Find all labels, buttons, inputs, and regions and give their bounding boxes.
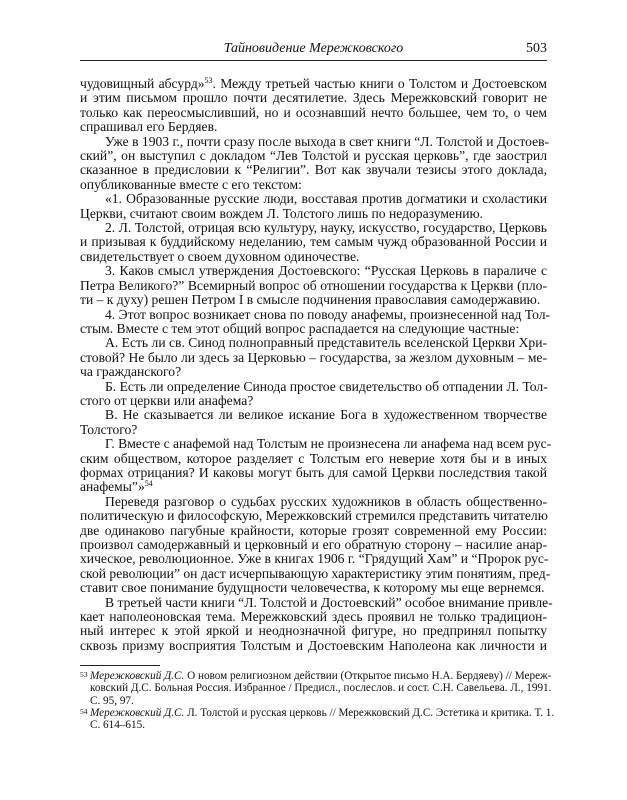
paragraph <box>80 493 551 596</box>
text-line: политическую и философскую, Мережковский стремился представить читателю <box>80 508 548 524</box>
text-line: Б. Есть ли определение Синода простое свидетельство об отпадении Л. Тол- <box>105 378 548 394</box>
text-line: хическое, революционное. Уже в книгах 1906 г. “Грядущий Хам” и “Пророк рус- <box>80 551 549 567</box>
text-line: А. Есть ли св. Синод полноправный представитель вселенской Церкви Хри- <box>105 335 547 351</box>
paragraph <box>80 221 547 264</box>
footnote-number: 53 <box>80 670 88 679</box>
paragraph <box>80 336 547 379</box>
text-segment: анафемы”» <box>80 479 145 495</box>
text-line: опубликованные вместе с его текстом: <box>80 176 302 192</box>
text-line: стого от церкви или анафема? <box>80 392 254 408</box>
text-line: свидетельствует о своем духовном одиночестве. <box>80 248 360 264</box>
text-line: ный интерес к этой яркой и неоднозначной фигуре, но предпринял попытку <box>80 623 547 639</box>
text-line: 2. Л. Толстой, отрицая всю культуру, науку, искусство, государство, Церковь <box>105 220 547 236</box>
footnote <box>80 670 552 707</box>
text-line: только как переосмысливший, но и осознавший нечто большее, чем то, о чем <box>80 104 547 120</box>
text-line: Толстого? <box>80 421 138 437</box>
running-header <box>80 40 547 61</box>
text-line: 4. Этот вопрос возникает снова по поводу анафемы, произнесенной над Тол- <box>105 306 551 322</box>
text-line: сказанное в предисловии к “Религии”. Вот как звучали тезисы этого доклада, <box>80 162 547 178</box>
paragraph <box>80 264 547 307</box>
footnote-line <box>80 706 555 719</box>
text-line: спрашивал его Бердяев. <box>80 119 218 135</box>
footnote-text: О новом религиозном действии (Открытое письмо Н.А. Бердяеву) // Мереж- <box>184 670 552 682</box>
text-line: произвол самодержавный и церковный и его обратную сторону – насилие анар- <box>80 537 547 552</box>
paragraph <box>80 306 551 337</box>
text-line: ча гражданского? <box>80 364 182 380</box>
text-line: кает наполеоновская тема. Мережковский здесь проявил не только традицион- <box>80 609 547 625</box>
text-line: ти – к духу) решен Петром I в смысле подчинения православия самодержавию. <box>80 292 541 308</box>
text-line <box>80 480 547 494</box>
paragraph <box>80 77 547 135</box>
text-line: ставит свое понимание будущности человечества, к которому мы еще вернемся. <box>80 580 545 596</box>
paragraph <box>80 192 547 221</box>
paragraph <box>80 380 547 409</box>
text-line: Церкви, считают своим вождем Л. Толстого лишь по недоразумению. <box>80 205 484 221</box>
text-line: сквозь призму восприятия Толстым и Достоевским Наполеона как личности и <box>80 637 547 653</box>
text-line: 3. Каков смысл утверждения Достоевского: “Русская Церковь в параличе с <box>105 263 547 279</box>
text-line: Г. Вместе с анафемой над Толстым не произнесена ли анафема над всем рус- <box>105 436 552 452</box>
running-title: Тайновидение Мережковского <box>223 41 404 56</box>
footnote-line <box>80 670 552 682</box>
footnote-line: С. 614–615. <box>90 719 146 732</box>
text-line: две одинаково пагубные крайности, которые грозят современной ему России: <box>80 522 547 538</box>
footnote-line: С. 95, 97. <box>90 694 134 707</box>
text-line: ской революции” он даст исчерпывающую характеристику этим понятиям, пред- <box>80 565 551 581</box>
footnote-author: Мережковский Д.С. <box>90 706 185 719</box>
text-line: ским обществом, которое разделяет с Толстым его неверие хотя бы и в иных <box>80 450 547 466</box>
paragraph <box>80 436 552 495</box>
text-line: и призывая к буддийскому неделанию, тем самым чужд образованной России и <box>80 234 547 250</box>
footnote-text: Л. Толстой и русская церковь // Мережковский Д.С. Эстетика и критика. Т. 1. <box>184 706 555 719</box>
text-line: формах отрицания? И каковы могут быть для самой Церкви последствия такой <box>80 464 547 480</box>
paragraph <box>80 594 553 654</box>
footnote-separator <box>80 665 160 666</box>
text-segment: чудовищный абсурд» <box>80 76 205 91</box>
text-line: ский”, он выступил с докладом “Лев Толстой и русская церковь”, где заострил <box>80 148 547 164</box>
text-line: стым. Вместе с тем этот общий вопрос распадается на следующие частные: <box>80 320 520 336</box>
paragraph <box>80 408 547 437</box>
text-line: В. Не сказывается ли великое искание Бога в художественном творчестве <box>105 407 547 423</box>
text-line: Петра Великого?” Всемирный вопрос об отношении государства к Церкви (пло- <box>80 277 547 293</box>
footnotes <box>80 670 555 732</box>
paragraph <box>80 133 550 193</box>
footnote-line: ковский Д.С. Больная Россия. Избранное / Предисл., послеслов. и сост. С.Н. Савельева. Л., 1991. <box>90 682 552 695</box>
text-line: Уже в 1903 г., почти сразу после выхода в свет книги “Л. Толстой и Достоев- <box>105 133 550 149</box>
footnote <box>80 706 555 732</box>
footnote-author: Мережковский Д.С. <box>90 670 185 682</box>
footnote-ref[interactable]: 53 <box>204 76 213 85</box>
text-line: «1. Образованные русские люди, восставая против догматики и схоластики <box>105 191 547 207</box>
text-line: и этим письмом прошло почти десятилетие. Здесь Мережковский говорит не <box>80 90 547 106</box>
page-number: 503 <box>526 41 547 56</box>
footnote-number: 54 <box>80 706 88 716</box>
text-line: стовой? Не было ли здесь за Церковью – государства, за жезлом духовным – ме- <box>80 349 547 365</box>
body-text <box>80 76 553 653</box>
footnote-ref[interactable]: 54 <box>144 479 153 489</box>
text-segment: . Между третьей частью книги о Толстом и Достоевском <box>212 76 547 91</box>
text-line: Переведя разговор о судьбах русских художников в область общественно- <box>105 493 547 509</box>
text-line <box>80 77 547 91</box>
text-line: В третьей части книги “Л. Толстой и Достоевский” особое внимание привле- <box>105 594 553 610</box>
